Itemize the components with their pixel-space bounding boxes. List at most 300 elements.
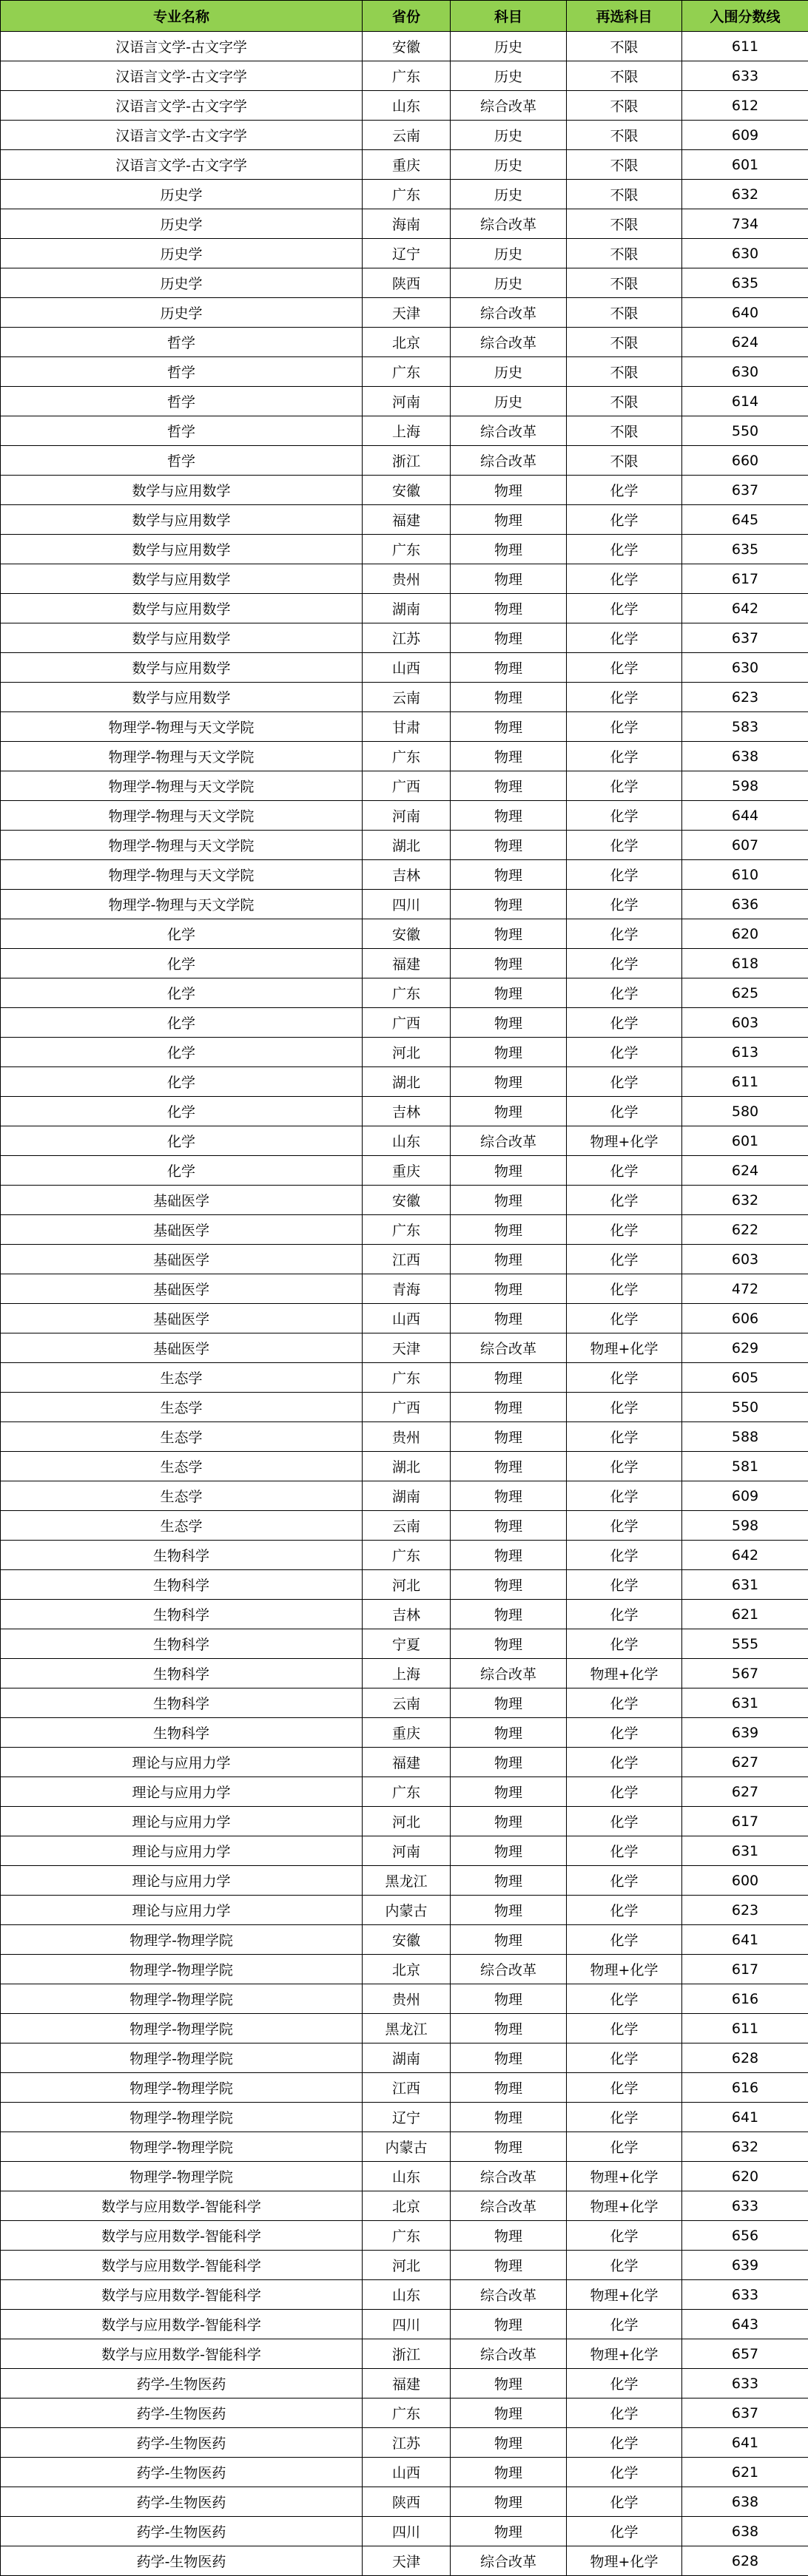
cell-cutoff-score: 642 (682, 594, 808, 623)
table-row (1, 2132, 808, 2162)
cell-subject: 综合改革 (451, 1333, 567, 1363)
cell-province: 黑龙江 (363, 2014, 451, 2043)
cell-major-name: 物理学-物理与天文学院 (1, 860, 363, 890)
table-row (1, 2458, 808, 2487)
table-row (1, 742, 808, 771)
cell-cutoff-score: 555 (682, 1629, 808, 1659)
cell-subject: 物理 (451, 1008, 567, 1038)
cell-elective-subject: 化学 (567, 1393, 682, 1422)
cell-elective-subject: 物理+化学 (567, 2280, 682, 2310)
cell-cutoff-score: 633 (682, 2369, 808, 2398)
cell-province: 安徽 (363, 476, 451, 505)
cell-subject: 综合改革 (451, 2546, 567, 2576)
cell-province: 浙江 (363, 2339, 451, 2369)
table-row (1, 1777, 808, 1807)
table-row (1, 1304, 808, 1333)
cell-subject: 物理 (451, 801, 567, 831)
cell-major-name: 数学与应用数学-智能科学 (1, 2280, 363, 2310)
cell-subject: 综合改革 (451, 328, 567, 357)
cell-cutoff-score: 611 (682, 1067, 808, 1097)
cell-major-name: 理论与应用力学 (1, 1836, 363, 1866)
table-row (1, 978, 808, 1008)
table-row (1, 2487, 808, 2517)
cell-subject: 综合改革 (451, 2280, 567, 2310)
table-row (1, 2280, 808, 2310)
cell-major-name: 生物科学 (1, 1659, 363, 1688)
table-row (1, 1984, 808, 2014)
cell-subject: 物理 (451, 2251, 567, 2280)
cell-elective-subject: 化学 (567, 860, 682, 890)
table-row (1, 1097, 808, 1126)
cell-major-name: 理论与应用力学 (1, 1807, 363, 1836)
table-row (1, 2014, 808, 2043)
cell-elective-subject: 化学 (567, 1215, 682, 1245)
table-row (1, 594, 808, 623)
cell-province: 山西 (363, 1304, 451, 1333)
cell-subject: 物理 (451, 890, 567, 919)
cell-subject: 综合改革 (451, 2339, 567, 2369)
cell-elective-subject: 化学 (567, 1570, 682, 1600)
cell-major-name: 药学-生物医药 (1, 2369, 363, 2398)
table-row (1, 2546, 808, 2576)
table-row (1, 2517, 808, 2546)
cell-subject: 物理 (451, 1038, 567, 1067)
cell-major-name: 药学-生物医药 (1, 2487, 363, 2517)
cell-elective-subject: 化学 (567, 653, 682, 683)
table-row (1, 1688, 808, 1718)
cell-elective-subject: 化学 (567, 2398, 682, 2428)
cell-major-name: 生物科学 (1, 1688, 363, 1718)
cell-elective-subject: 化学 (567, 564, 682, 594)
cell-subject: 物理 (451, 2369, 567, 2398)
cell-elective-subject: 物理+化学 (567, 1955, 682, 1984)
cell-province: 山东 (363, 91, 451, 121)
cell-major-name: 生物科学 (1, 1600, 363, 1629)
cell-elective-subject: 化学 (567, 623, 682, 653)
cell-major-name: 基础医学 (1, 1186, 363, 1215)
cell-province: 重庆 (363, 1156, 451, 1186)
cell-major-name: 数学与应用数学 (1, 653, 363, 683)
cell-subject: 物理 (451, 1541, 567, 1570)
cell-province: 贵州 (363, 564, 451, 594)
table-row (1, 1452, 808, 1481)
cell-elective-subject: 不限 (567, 121, 682, 150)
cell-province: 安徽 (363, 32, 451, 61)
cell-major-name: 数学与应用数学-智能科学 (1, 2339, 363, 2369)
cell-cutoff-score: 550 (682, 416, 808, 446)
table-row (1, 1393, 808, 1422)
table-row (1, 121, 808, 150)
table-row (1, 2221, 808, 2251)
cell-major-name: 数学与应用数学 (1, 535, 363, 564)
cell-cutoff-score: 631 (682, 1570, 808, 1600)
cell-elective-subject: 化学 (567, 978, 682, 1008)
cell-cutoff-score: 617 (682, 1955, 808, 1984)
cell-elective-subject: 不限 (567, 298, 682, 328)
cell-elective-subject: 化学 (567, 476, 682, 505)
cell-province: 北京 (363, 1955, 451, 1984)
cell-elective-subject: 不限 (567, 416, 682, 446)
cell-subject: 物理 (451, 653, 567, 683)
cell-elective-subject: 化学 (567, 801, 682, 831)
cell-cutoff-score: 610 (682, 860, 808, 890)
cell-subject: 综合改革 (451, 1126, 567, 1156)
cell-major-name: 哲学 (1, 387, 363, 416)
cell-major-name: 汉语言文学-古文字学 (1, 32, 363, 61)
cell-major-name: 物理学-物理学院 (1, 2132, 363, 2162)
cell-subject: 物理 (451, 2014, 567, 2043)
cell-major-name: 药学-生物医药 (1, 2428, 363, 2458)
cell-province: 安徽 (363, 1186, 451, 1215)
cell-major-name: 哲学 (1, 328, 363, 357)
cell-major-name: 化学 (1, 1008, 363, 1038)
cell-cutoff-score: 581 (682, 1452, 808, 1481)
table-row (1, 2251, 808, 2280)
cell-major-name: 数学与应用数学-智能科学 (1, 2310, 363, 2339)
cell-subject: 物理 (451, 978, 567, 1008)
cell-province: 安徽 (363, 919, 451, 949)
cell-province: 重庆 (363, 150, 451, 180)
cell-major-name: 化学 (1, 919, 363, 949)
table-row (1, 2043, 808, 2073)
cell-major-name: 数学与应用数学-智能科学 (1, 2221, 363, 2251)
cell-province: 云南 (363, 1688, 451, 1718)
cell-subject: 历史 (451, 61, 567, 91)
cell-major-name: 数学与应用数学 (1, 594, 363, 623)
cell-major-name: 生态学 (1, 1422, 363, 1452)
cell-cutoff-score: 620 (682, 919, 808, 949)
cell-elective-subject: 化学 (567, 1156, 682, 1186)
cell-major-name: 历史学 (1, 209, 363, 239)
cell-elective-subject: 化学 (567, 2251, 682, 2280)
cell-province: 广东 (363, 1215, 451, 1245)
cell-elective-subject: 化学 (567, 1067, 682, 1097)
cell-subject: 物理 (451, 1896, 567, 1925)
cell-subject: 综合改革 (451, 416, 567, 446)
cell-subject: 物理 (451, 1156, 567, 1186)
cell-subject: 物理 (451, 1600, 567, 1629)
cell-subject: 物理 (451, 2103, 567, 2132)
cell-province: 陕西 (363, 2487, 451, 2517)
cell-cutoff-score: 633 (682, 2191, 808, 2221)
table-row (1, 1126, 808, 1156)
cell-major-name: 生态学 (1, 1452, 363, 1481)
table-row (1, 328, 808, 357)
cell-cutoff-score: 601 (682, 1126, 808, 1156)
cell-elective-subject: 化学 (567, 2221, 682, 2251)
cell-subject: 物理 (451, 2073, 567, 2103)
table-row (1, 1186, 808, 1215)
cell-elective-subject: 化学 (567, 890, 682, 919)
cell-province: 湖南 (363, 2043, 451, 2073)
cell-elective-subject: 化学 (567, 2458, 682, 2487)
cell-province: 广东 (363, 1777, 451, 1807)
cell-elective-subject: 化学 (567, 683, 682, 712)
table-row (1, 2428, 808, 2458)
cell-elective-subject: 化学 (567, 1718, 682, 1748)
cell-elective-subject: 不限 (567, 357, 682, 387)
cell-province: 河北 (363, 1038, 451, 1067)
cell-major-name: 汉语言文学-古文字学 (1, 150, 363, 180)
cell-elective-subject: 化学 (567, 1186, 682, 1215)
header-elective-subject: 再选科目 (567, 1, 682, 32)
cell-elective-subject: 化学 (567, 505, 682, 535)
cell-elective-subject: 化学 (567, 2310, 682, 2339)
cell-elective-subject: 不限 (567, 328, 682, 357)
cell-cutoff-score: 628 (682, 2043, 808, 2073)
cell-cutoff-score: 605 (682, 1363, 808, 1393)
cell-cutoff-score: 625 (682, 978, 808, 1008)
cell-major-name: 数学与应用数学-智能科学 (1, 2251, 363, 2280)
cell-province: 贵州 (363, 1984, 451, 2014)
cell-cutoff-score: 617 (682, 564, 808, 594)
cell-cutoff-score: 629 (682, 1333, 808, 1363)
cell-elective-subject: 化学 (567, 2517, 682, 2546)
cell-subject: 综合改革 (451, 91, 567, 121)
table-body (1, 32, 808, 2576)
table-row (1, 2369, 808, 2398)
cell-subject: 物理 (451, 919, 567, 949)
table-row (1, 387, 808, 416)
cell-subject: 物理 (451, 2487, 567, 2517)
cell-cutoff-score: 623 (682, 683, 808, 712)
cell-subject: 综合改革 (451, 1955, 567, 1984)
table-row (1, 1481, 808, 1511)
cell-cutoff-score: 550 (682, 1393, 808, 1422)
cell-province: 四川 (363, 890, 451, 919)
cell-province: 广东 (363, 535, 451, 564)
cell-province: 云南 (363, 1511, 451, 1541)
cell-province: 辽宁 (363, 2103, 451, 2132)
cell-major-name: 化学 (1, 949, 363, 978)
cell-subject: 物理 (451, 1363, 567, 1393)
cell-province: 河北 (363, 1807, 451, 1836)
cell-elective-subject: 化学 (567, 1511, 682, 1541)
cell-subject: 历史 (451, 150, 567, 180)
table-row (1, 476, 808, 505)
cell-major-name: 历史学 (1, 180, 363, 209)
table-row (1, 1333, 808, 1363)
table-row (1, 180, 808, 209)
cell-major-name: 哲学 (1, 416, 363, 446)
cell-province: 湖北 (363, 1067, 451, 1097)
cell-cutoff-score: 583 (682, 712, 808, 742)
cell-cutoff-score: 644 (682, 801, 808, 831)
cell-major-name: 汉语言文学-古文字学 (1, 121, 363, 150)
table-row (1, 831, 808, 860)
table-row (1, 1038, 808, 1067)
cell-cutoff-score: 637 (682, 2398, 808, 2428)
cell-province: 宁夏 (363, 1629, 451, 1659)
cell-subject: 物理 (451, 1452, 567, 1481)
cell-cutoff-score: 639 (682, 2251, 808, 2280)
table-row (1, 446, 808, 476)
cell-subject: 物理 (451, 771, 567, 801)
cell-province: 青海 (363, 1274, 451, 1304)
table-row (1, 1836, 808, 1866)
cell-province: 重庆 (363, 1718, 451, 1748)
cell-elective-subject: 化学 (567, 1422, 682, 1452)
cell-province: 山东 (363, 2280, 451, 2310)
cell-elective-subject: 不限 (567, 209, 682, 239)
cell-subject: 物理 (451, 2132, 567, 2162)
cell-province: 广西 (363, 771, 451, 801)
cell-elective-subject: 化学 (567, 771, 682, 801)
cell-elective-subject: 化学 (567, 1925, 682, 1955)
cell-province: 吉林 (363, 860, 451, 890)
cell-subject: 物理 (451, 623, 567, 653)
cell-province: 福建 (363, 949, 451, 978)
cell-province: 湖南 (363, 1481, 451, 1511)
cell-province: 安徽 (363, 1925, 451, 1955)
cell-subject: 物理 (451, 1925, 567, 1955)
cell-cutoff-score: 641 (682, 1925, 808, 1955)
cell-province: 辽宁 (363, 239, 451, 268)
cell-subject: 综合改革 (451, 2162, 567, 2191)
cell-subject: 历史 (451, 387, 567, 416)
table-row (1, 1215, 808, 1245)
table-row (1, 239, 808, 268)
cell-elective-subject: 化学 (567, 1984, 682, 2014)
cell-subject: 物理 (451, 860, 567, 890)
cell-cutoff-score: 607 (682, 831, 808, 860)
cell-province: 江苏 (363, 623, 451, 653)
cell-major-name: 数学与应用数学 (1, 683, 363, 712)
cell-major-name: 基础医学 (1, 1245, 363, 1274)
cell-major-name: 生物科学 (1, 1541, 363, 1570)
cell-province: 广东 (363, 180, 451, 209)
cell-subject: 综合改革 (451, 446, 567, 476)
cell-elective-subject: 化学 (567, 1097, 682, 1126)
cell-elective-subject: 物理+化学 (567, 2546, 682, 2576)
cell-province: 陕西 (363, 268, 451, 298)
cell-cutoff-score: 611 (682, 2014, 808, 2043)
cell-cutoff-score: 637 (682, 476, 808, 505)
cell-elective-subject: 化学 (567, 949, 682, 978)
cell-cutoff-score: 616 (682, 2073, 808, 2103)
cell-cutoff-score: 636 (682, 890, 808, 919)
cell-cutoff-score: 603 (682, 1008, 808, 1038)
cell-cutoff-score: 580 (682, 1097, 808, 1126)
cell-elective-subject: 不限 (567, 61, 682, 91)
cell-elective-subject: 化学 (567, 1452, 682, 1481)
table-row (1, 416, 808, 446)
cell-major-name: 物理学-物理与天文学院 (1, 801, 363, 831)
cell-province: 河南 (363, 1836, 451, 1866)
table-row (1, 564, 808, 594)
cell-subject: 物理 (451, 564, 567, 594)
cell-elective-subject: 化学 (567, 2073, 682, 2103)
header-province: 省份 (363, 1, 451, 32)
cell-province: 甘肃 (363, 712, 451, 742)
cell-province: 广东 (363, 357, 451, 387)
table-row (1, 535, 808, 564)
cell-elective-subject: 物理+化学 (567, 2162, 682, 2191)
cell-cutoff-score: 623 (682, 1896, 808, 1925)
cell-major-name: 药学-生物医药 (1, 2546, 363, 2576)
cell-province: 广西 (363, 1393, 451, 1422)
cell-cutoff-score: 638 (682, 2517, 808, 2546)
cell-subject: 物理 (451, 1836, 567, 1866)
cell-elective-subject: 化学 (567, 2132, 682, 2162)
cell-subject: 物理 (451, 1718, 567, 1748)
cell-cutoff-score: 641 (682, 2428, 808, 2458)
cell-subject: 物理 (451, 1688, 567, 1718)
cell-elective-subject: 化学 (567, 1688, 682, 1718)
cell-cutoff-score: 630 (682, 653, 808, 683)
cell-province: 湖南 (363, 594, 451, 623)
cell-cutoff-score: 621 (682, 1600, 808, 1629)
table-row (1, 712, 808, 742)
cell-major-name: 生态学 (1, 1481, 363, 1511)
cell-elective-subject: 不限 (567, 268, 682, 298)
cell-subject: 物理 (451, 594, 567, 623)
cell-major-name: 基础医学 (1, 1304, 363, 1333)
cell-elective-subject: 化学 (567, 1274, 682, 1304)
cell-major-name: 生物科学 (1, 1718, 363, 1748)
table-row (1, 1511, 808, 1541)
cell-province: 广东 (363, 61, 451, 91)
cell-major-name: 基础医学 (1, 1333, 363, 1363)
cell-major-name: 哲学 (1, 446, 363, 476)
table-row (1, 32, 808, 61)
cell-subject: 物理 (451, 1422, 567, 1452)
table-row (1, 1422, 808, 1452)
cell-province: 海南 (363, 209, 451, 239)
cell-subject: 物理 (451, 2517, 567, 2546)
cell-province: 贵州 (363, 1422, 451, 1452)
cell-cutoff-score: 472 (682, 1274, 808, 1304)
table-row (1, 1274, 808, 1304)
cell-elective-subject: 化学 (567, 2428, 682, 2458)
cell-major-name: 历史学 (1, 239, 363, 268)
cell-province: 湖北 (363, 1452, 451, 1481)
cell-cutoff-score: 640 (682, 298, 808, 328)
cell-cutoff-score: 632 (682, 1186, 808, 1215)
cell-elective-subject: 化学 (567, 1038, 682, 1067)
cell-elective-subject: 化学 (567, 1008, 682, 1038)
cell-major-name: 历史学 (1, 268, 363, 298)
cell-elective-subject: 不限 (567, 387, 682, 416)
cell-cutoff-score: 617 (682, 1807, 808, 1836)
cell-province: 内蒙古 (363, 2132, 451, 2162)
cell-cutoff-score: 633 (682, 61, 808, 91)
cell-major-name: 汉语言文学-古文字学 (1, 91, 363, 121)
cell-province: 上海 (363, 1659, 451, 1688)
cell-province: 福建 (363, 1748, 451, 1777)
cell-subject: 物理 (451, 505, 567, 535)
cell-major-name: 基础医学 (1, 1274, 363, 1304)
cell-major-name: 化学 (1, 978, 363, 1008)
cell-province: 广东 (363, 2221, 451, 2251)
cell-major-name: 生物科学 (1, 1629, 363, 1659)
cell-elective-subject: 物理+化学 (567, 2339, 682, 2369)
table-row (1, 1629, 808, 1659)
cell-major-name: 物理学-物理与天文学院 (1, 712, 363, 742)
table-row (1, 1659, 808, 1688)
cell-province: 天津 (363, 298, 451, 328)
cell-cutoff-score: 628 (682, 2546, 808, 2576)
cell-subject: 历史 (451, 239, 567, 268)
cell-subject: 物理 (451, 2428, 567, 2458)
cell-major-name: 药学-生物医药 (1, 2458, 363, 2487)
cell-major-name: 化学 (1, 1097, 363, 1126)
table-row (1, 2073, 808, 2103)
cell-cutoff-score: 635 (682, 535, 808, 564)
table-row (1, 1955, 808, 1984)
cell-major-name: 物理学-物理学院 (1, 1984, 363, 2014)
cell-province: 广东 (363, 1363, 451, 1393)
